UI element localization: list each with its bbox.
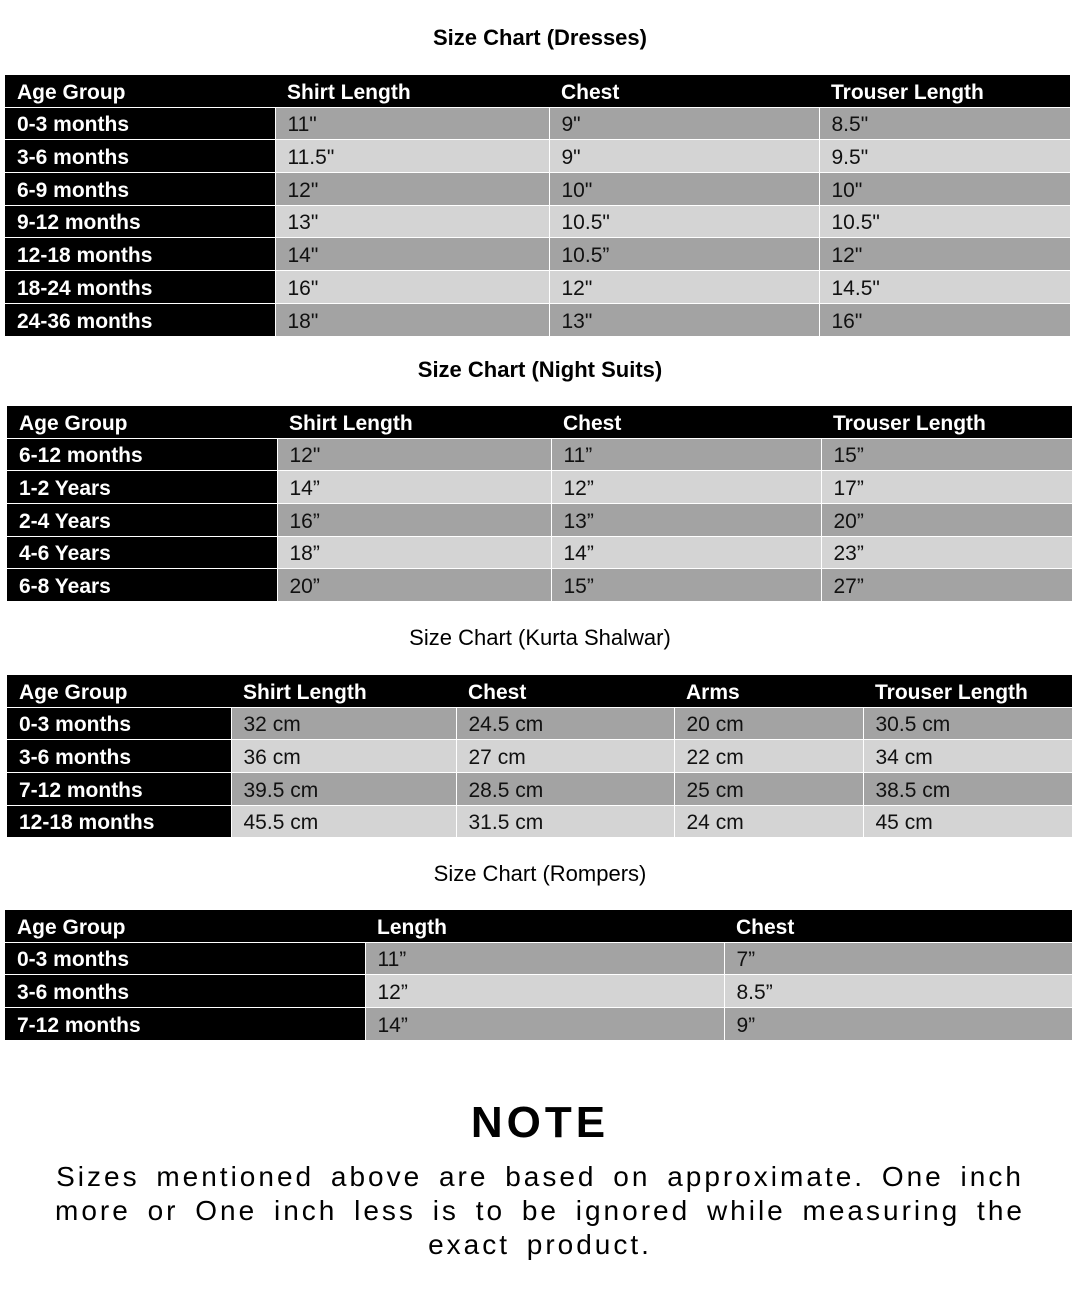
age-group-cell: 4-6 Years: [7, 536, 277, 569]
measurement-cell: 15”: [551, 569, 821, 601]
measurement-cell: 34 cm: [863, 740, 1072, 773]
night-suits-chart-title: Size Chart (Night Suits): [417, 357, 663, 382]
measurement-cell: 18”: [277, 536, 551, 569]
table-row: [7, 773, 1072, 806]
age-group-cell: 3-6 months: [5, 975, 365, 1008]
measurement-cell: 20 cm: [674, 707, 863, 740]
measurement-cell: 18": [275, 303, 549, 335]
measurement-cell: 16": [275, 271, 549, 304]
measurement-cell: 28.5 cm: [456, 773, 674, 806]
measurement-cell: 9.5": [819, 140, 1070, 173]
age-group-cell: 3-6 months: [7, 740, 231, 773]
measurement-cell: 12": [549, 271, 819, 304]
measurement-cell: 11”: [365, 942, 724, 975]
column-header: Age Group: [5, 75, 275, 107]
table-row: [5, 205, 1070, 238]
note-text: Sizes mentioned above are based on approximate. One inch more or One inch less is to be ignored while measuring the exact product.: [55, 1161, 1025, 1260]
column-header: Trouser Length: [821, 406, 1072, 438]
measurement-cell: 14.5": [819, 271, 1070, 304]
measurement-cell: 20”: [821, 504, 1072, 537]
age-group-cell: 1-2 Years: [7, 471, 277, 504]
measurement-cell: 23”: [821, 536, 1072, 569]
measurement-cell: 27”: [821, 569, 1072, 601]
column-header: Length: [365, 910, 724, 942]
age-group-cell: 7-12 months: [5, 1008, 365, 1040]
measurement-cell: 22 cm: [674, 740, 863, 773]
dresses-size-table: [5, 75, 1070, 336]
column-header: Trouser Length: [863, 675, 1072, 707]
age-group-cell: 18-24 months: [5, 271, 275, 304]
measurement-cell: 32 cm: [231, 707, 456, 740]
measurement-cell: 24 cm: [674, 805, 863, 837]
kurta-shalwar-size-table: [7, 675, 1072, 837]
age-group-cell: 0-3 months: [5, 942, 365, 975]
measurement-cell: 10": [819, 173, 1070, 206]
measurement-cell: 31.5 cm: [456, 805, 674, 837]
table-row: [5, 173, 1070, 206]
measurement-cell: 10.5”: [549, 238, 819, 271]
table-row: [7, 707, 1072, 740]
age-group-cell: 9-12 months: [5, 205, 275, 238]
measurement-cell: 25 cm: [674, 773, 863, 806]
table-row: [5, 107, 1070, 140]
measurement-cell: 7”: [724, 942, 1072, 975]
age-group-cell: 12-18 months: [5, 238, 275, 271]
measurement-cell: 11”: [551, 438, 821, 471]
measurement-cell: 39.5 cm: [231, 773, 456, 806]
table-header-row: [7, 406, 1072, 438]
rompers-size-table: [5, 910, 1072, 1040]
measurement-cell: 10": [549, 173, 819, 206]
table-row: [7, 471, 1072, 504]
kurta-shalwar-chart-title: Size Chart (Kurta Shalwar): [409, 625, 671, 650]
rompers-chart-title: Size Chart (Rompers): [433, 861, 647, 886]
measurement-cell: 14”: [365, 1008, 724, 1040]
measurement-cell: 14”: [551, 536, 821, 569]
dresses-chart-title: Size Chart (Dresses): [433, 25, 647, 50]
age-group-cell: 24-36 months: [5, 303, 275, 335]
note-heading: NOTE: [470, 1098, 610, 1147]
measurement-cell: 17”: [821, 471, 1072, 504]
measurement-cell: 30.5 cm: [863, 707, 1072, 740]
measurement-cell: 27 cm: [456, 740, 674, 773]
table-header-row: [7, 675, 1072, 707]
column-header: Age Group: [7, 406, 277, 438]
table-row: [7, 504, 1072, 537]
column-header: Chest: [549, 75, 819, 107]
measurement-cell: 8.5": [819, 107, 1070, 140]
table-row: [5, 271, 1070, 304]
measurement-cell: 11.5": [275, 140, 549, 173]
table-row: [5, 975, 1072, 1008]
measurement-cell: 9”: [724, 1008, 1072, 1040]
column-header: Chest: [551, 406, 821, 438]
night-suits-size-table: [7, 406, 1072, 601]
table-row: [5, 238, 1070, 271]
measurement-cell: 12”: [365, 975, 724, 1008]
age-group-cell: 7-12 months: [7, 773, 231, 806]
age-group-cell: 6-8 Years: [7, 569, 277, 601]
measurement-cell: 16": [819, 303, 1070, 335]
table-header-row: [5, 910, 1072, 942]
measurement-cell: 13": [275, 205, 549, 238]
column-header: Shirt Length: [277, 406, 551, 438]
measurement-cell: 11": [275, 107, 549, 140]
measurement-cell: 45 cm: [863, 805, 1072, 837]
age-group-cell: 3-6 months: [5, 140, 275, 173]
measurement-cell: 13": [549, 303, 819, 335]
measurement-cell: 20”: [277, 569, 551, 601]
column-header: Chest: [724, 910, 1072, 942]
measurement-cell: 10.5": [819, 205, 1070, 238]
age-group-cell: 2-4 Years: [7, 504, 277, 537]
measurement-cell: 12": [819, 238, 1070, 271]
column-header: Shirt Length: [231, 675, 456, 707]
table-row: [7, 536, 1072, 569]
table-row: [7, 805, 1072, 837]
age-group-cell: 6-9 months: [5, 173, 275, 206]
column-header: Shirt Length: [275, 75, 549, 107]
column-header: Age Group: [7, 675, 231, 707]
age-group-cell: 12-18 months: [7, 805, 231, 837]
column-header: Arms: [674, 675, 863, 707]
measurement-cell: 9": [549, 107, 819, 140]
measurement-cell: 14”: [277, 471, 551, 504]
measurement-cell: 9": [549, 140, 819, 173]
column-header: Age Group: [5, 910, 365, 942]
measurement-cell: 45.5 cm: [231, 805, 456, 837]
measurement-cell: 36 cm: [231, 740, 456, 773]
column-header: Chest: [456, 675, 674, 707]
measurement-cell: 10.5": [549, 205, 819, 238]
measurement-cell: 14": [275, 238, 549, 271]
measurement-cell: 16”: [277, 504, 551, 537]
measurement-cell: 12": [275, 173, 549, 206]
table-header-row: [5, 75, 1070, 107]
table-row: [5, 140, 1070, 173]
table-row: [5, 1008, 1072, 1040]
table-row: [5, 303, 1070, 335]
table-row: [5, 942, 1072, 975]
table-row: [7, 438, 1072, 471]
measurement-cell: 38.5 cm: [863, 773, 1072, 806]
measurement-cell: 15”: [821, 438, 1072, 471]
measurement-cell: 12": [277, 438, 551, 471]
measurement-cell: 24.5 cm: [456, 707, 674, 740]
column-header: Trouser Length: [819, 75, 1070, 107]
age-group-cell: 6-12 months: [7, 438, 277, 471]
table-row: [7, 569, 1072, 601]
measurement-cell: 12”: [551, 471, 821, 504]
age-group-cell: 0-3 months: [5, 107, 275, 140]
measurement-cell: 8.5”: [724, 975, 1072, 1008]
measurement-cell: 13”: [551, 504, 821, 537]
table-row: [7, 740, 1072, 773]
age-group-cell: 0-3 months: [7, 707, 231, 740]
